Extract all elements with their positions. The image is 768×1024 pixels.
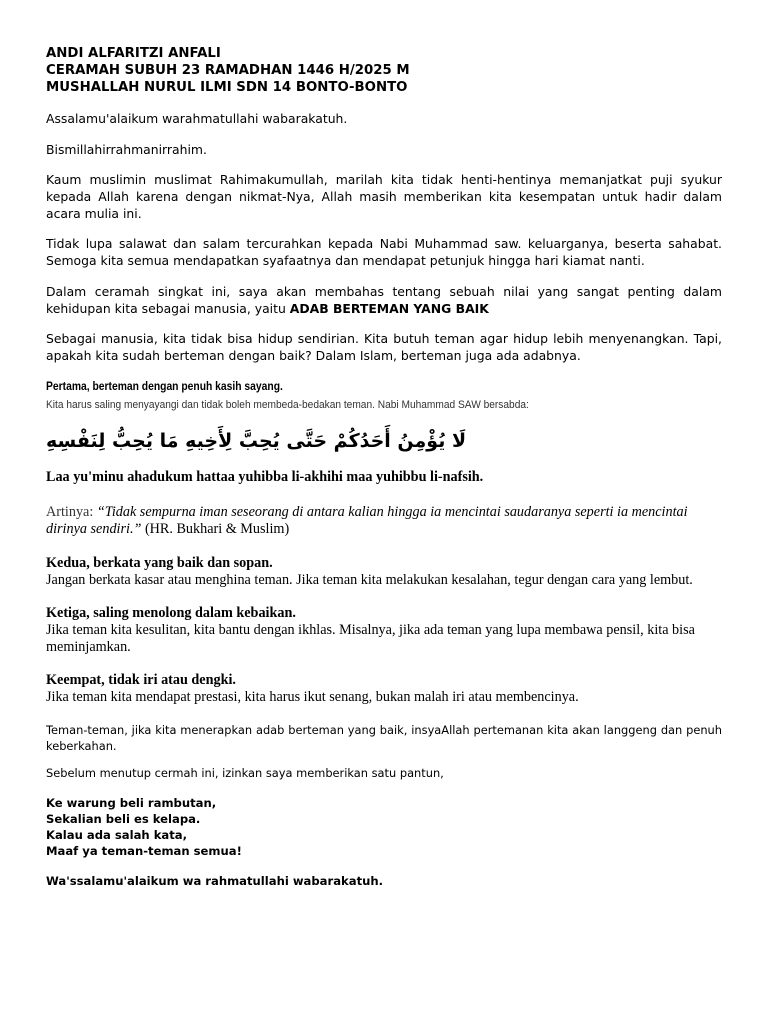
pantun-block <box>46 795 722 859</box>
hadith-meaning <box>46 504 722 538</box>
opening-paragraph: Kaum muslimin muslimat Rahimakumullah, marilah kita tidak henti-hentinya memanjatkat puji syukur kepada Allah karena dengan nikmat-Nya, Allah masih memberikan kita kesempatan untuk hadir dalam acara mulia ini. <box>46 172 722 221</box>
context-paragraph: Sebagai manusia, kita tidak bisa hidup sendirian. Kita butuh teman agar hidup lebih menyenangkan. Tapi, apakah kita sudah berteman dengan baik? Dalam Islam, berteman juga ada adabnya. <box>46 331 722 363</box>
meaning-text: “Tidak sempurna iman seseorang di antara kalian hingga ia mencintai saudaranya seperti ia mencintai dirinya sendiri.” <box>46 504 688 537</box>
point2-body: Jangan berkata kasar atau menghina teman. Jika teman kita melakukan kesalahan, tegur dengan cara yang lembut. <box>46 572 693 588</box>
hadith-arabic: لَا يُؤْمِنُ أَحَدُكُمْ حَتَّى يُحِبَّ لِأَخِيهِ مَا يُحِبُّ لِنَفْسِهِ <box>46 430 467 452</box>
point1-title: Pertama, berteman dengan penuh kasih sayang. <box>46 379 283 393</box>
point2-title: Kedua, berkata yang baik dan sopan. <box>46 555 273 571</box>
salawat-paragraph: Tidak lupa salawat dan salam tercurahkan kepada Nabi Muhammad saw. keluarganya, beserta sahabat. Semoga kita semua mendapatkan syafaatnya dan mendapat petunjuk hingga hari kiamat nanti. <box>46 236 722 268</box>
pantun-line: Kalau ada salah kata, <box>46 828 187 842</box>
point3-body: Jika teman kita kesulitan, kita bantu dengan ikhlas. Misalnya, jika ada teman yang lupa membawa pensil, kita bisa meminjamkan. <box>46 622 695 655</box>
pantun-intro: Sebelum menutup cermah ini, izinkan saya memberikan satu pantun, <box>46 766 444 780</box>
venue-title: MUSHALLAH NURUL ILMI SDN 14 BONTO-BONTO <box>46 80 408 95</box>
author-name: ANDI ALFARITZI ANFALI <box>46 46 221 61</box>
point1-body: Kita harus saling menyayangi dan tidak boleh membeda-bedakan teman. Nabi Muhammad SAW bersabda: <box>46 399 529 411</box>
pantun-line: Ke warung beli rambutan, <box>46 796 217 810</box>
topic-title: ADAB BERTEMAN YANG BAIK <box>289 301 489 316</box>
greeting-salam: Assalamu'alaikum warahmatullahi wabarakatuh. <box>46 111 348 126</box>
closing-paragraph: Teman-teman, jika kita menerapkan adab berteman yang baik, insyaAllah pertemanan kita akan langgeng dan penuh keberkahan. <box>46 723 722 753</box>
topic-paragraph <box>46 283 722 317</box>
pantun-line: Sekalian beli es kelapa. <box>46 812 201 826</box>
pantun-line: Maaf ya teman-teman semua! <box>46 844 242 858</box>
hadith-source: (HR. Bukhari & Muslim) <box>141 521 290 537</box>
point3-title: Ketiga, saling menolong dalam kebaikan. <box>46 605 296 621</box>
point4-title: Keempat, tidak iri atau dengki. <box>46 672 236 688</box>
farewell-salam: Wa'ssalamu'alaikum wa rahmatullahi wabarakatuh. <box>46 874 384 888</box>
event-title: CERAMAH SUBUH 23 RAMADHAN 1446 H/2025 M <box>46 63 410 78</box>
topic-intro-text: Dalam ceramah singkat ini, saya akan membahas tentang sebuah nilai yang sangat penting dalam kehidupan kita sebagai manusia, yaitu <box>46 284 722 316</box>
hadith-transliteration: Laa yu'minu ahadukum hattaa yuhibba li-akhihi maa yuhibbu li-nafsih. <box>46 469 484 485</box>
meaning-label: Artinya: <box>46 504 97 520</box>
document-header <box>46 45 722 96</box>
greeting-basmalah: Bismillahirrahmanirrahim. <box>46 142 207 157</box>
point4-body: Jika teman kita mendapat prestasi, kita harus ikut senang, bukan malah iri atau membencinya. <box>46 689 579 705</box>
